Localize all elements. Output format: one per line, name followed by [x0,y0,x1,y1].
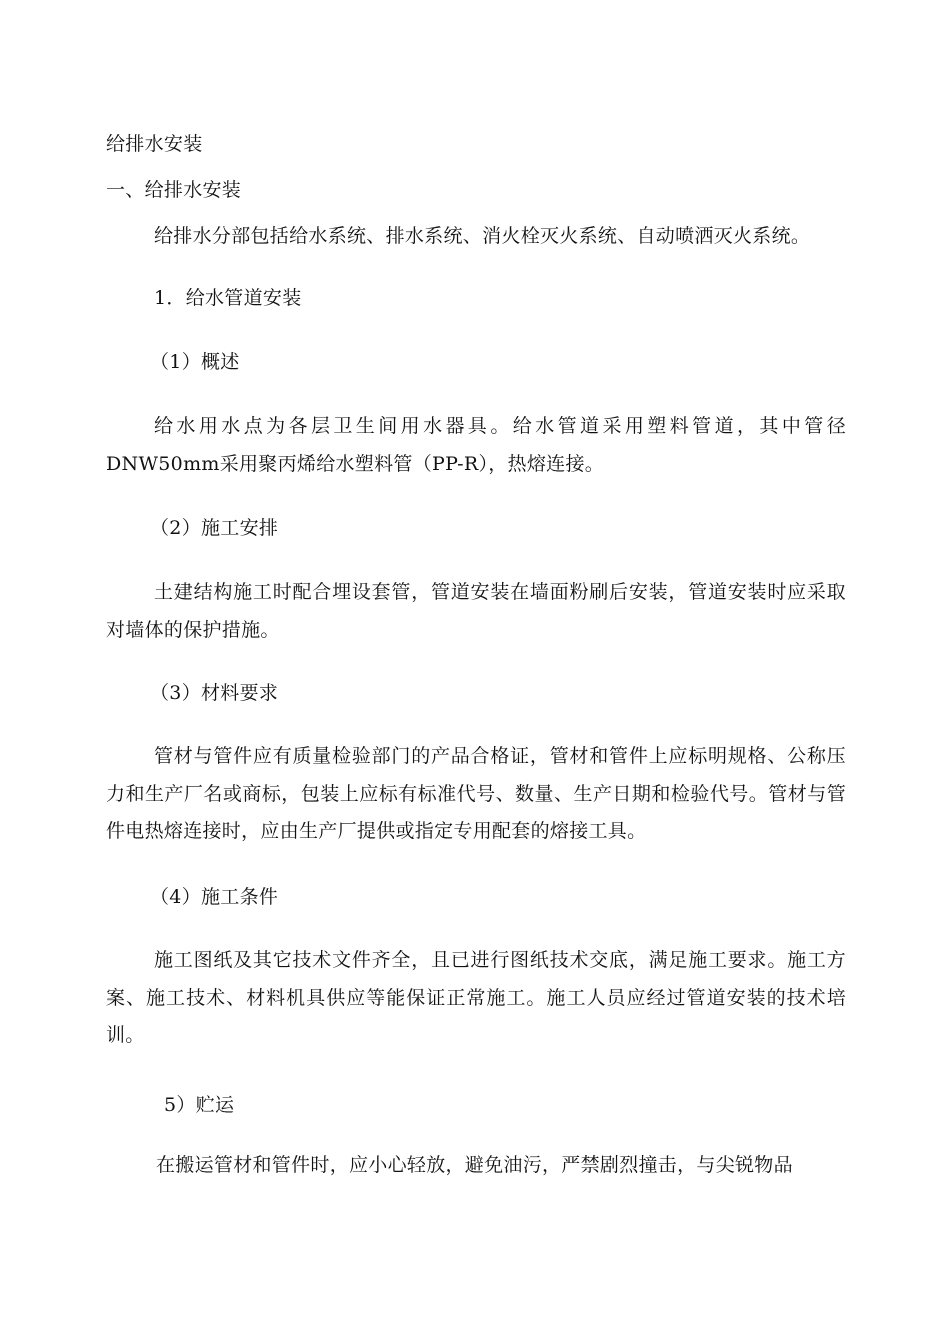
item-5-heading: 5）贮运 [164,1094,235,1116]
item-1-heading: （1）概述 [150,351,240,373]
item-2-body: 土建结构施工时配合埋设套管，管道安装在墙面粉刷后安装，管道安装时应采取对墙体的保护措施。 [106,581,846,641]
intro-paragraph: 给排水分部包括给水系统、排水系统、消火栓灭火系统、自动喷洒灭火系统。 [154,225,811,247]
section-heading: 一、给排水安装 [106,179,242,201]
item-5-body: 在搬运管材和管件时，应小心轻放，避免油污，严禁剧烈撞击，与尖锐物品 [156,1154,793,1176]
subsection-heading: 1．给水管道安装 [154,287,302,309]
item-3-heading: （3）材料要求 [150,682,279,704]
item-2-heading: （2）施工安排 [150,517,279,539]
item-3-body: 管材与管件应有质量检验部门的产品合格证，管材和管件上应标明规格、公称压力和生产厂名或商标，包装上应标有标准代号、数量、生产日期和检验代号。管材与管件电热熔连接时，应由生产厂提供或指定专用配套的熔接工具。 [106,745,846,842]
document-title: 给排水安装 [106,133,203,155]
item-4-heading: （4）施工条件 [150,886,279,908]
item-4-body: 施工图纸及其它技术文件齐全，且已进行图纸技术交底，满足施工要求。施工方案、施工技术、材料机具供应等能保证正常施工。施工人员应经过管道安装的技术培训。 [106,949,846,1046]
item-1-body: 给水用水点为各层卫生间用水器具。给水管道采用塑料管道，其中管径DNW50mm采用聚丙烯给水塑料管（PP-R），热熔连接。 [106,415,846,475]
